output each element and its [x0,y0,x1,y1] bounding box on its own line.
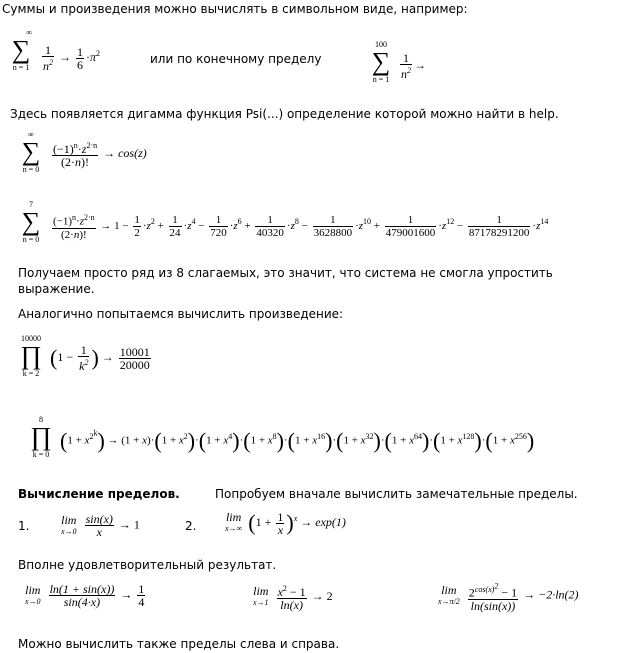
cos-series: $\frac{(-1)^n\cdot z^{2\cdot n}}{(2\cdot n)!}$ → cos(z) [53,141,147,169]
item-number-2: 2. [185,519,197,533]
sum-symbol: ∞ ∑ n = 1 [11,28,32,72]
product-symbol-1: 10000 ∏ k = 2 [20,334,42,378]
left-right-note: Можно вычислить также пределы слева и справа. [18,637,340,651]
intro-text: Суммы и произведения можно вычислять в символьном виде, например: [2,2,468,16]
finite-cos-series: $\frac{(-1)^n\cdot z^{2\cdot n}}{(2\cdot n)!}$ → 1 − $\frac{1}{2}$ $\cdot z^2$ + $\frac{1}{24}$ $\cdot z^4$ − $\frac{1}{720}$ $\cdot z^6$ + $\frac{1}{40320}$ $\cdot z^8$ − $\frac{1}{3628800}$ $\cdot z^{10}$ + $\frac{1}{479001600}$ $\cdot z^{12}$ − $\frac{1}{87178291200}$ $\cdot z^{14}$ [53,213,549,241]
item-number-1: 1. [18,519,30,533]
limit-ln-sin: lim x→0 $\frac{\ln(1 + \sin(x))}{\sin(4\cdot x)}$ → $\frac{1}{4}$ [25,582,145,609]
product-expression-1: (1 − $\frac{1}{k^2}$ ) → $\frac{10001}{20000}$ [50,343,150,373]
sum-symbol-7: 7 ∑ n = 0 [21,200,41,244]
satisfactory-text: Вполне удовлетворительный результат. [18,558,277,572]
series-note: Получаем просто ряд из 8 слагаемых, это значит, что система не смогла упростить выражение. [18,266,553,296]
product-expression-2: $(1 + x^{2^k}) \to (1 + x)\cdot(1 + x^2)\cdot(1 + x^4)\cdot(1 + x^8)\cdot(1 + x^{16})\cdot(1 + x^{32})\cdot(1 + x^{64})\cdot(1 + x^{128})\cdot(1 + x^{256})$ [60,428,535,453]
digamma-note: Здесь появляется дигамма функция Psi(...) определение которой можно найти в help. [10,107,559,121]
or-limit-text: или по конечному пределу [150,52,322,66]
product-symbol-2: 8 ∏ k = 0 [30,415,52,459]
sum-expression-2: $\frac{1}{n^2}$ → [401,51,426,81]
limits-heading: Вычисление пределов. [18,487,180,501]
sum-expression-1: $\frac{1}{n^2}$ → $\frac{1}{6}$ $\cdot\pi^2$ [43,43,101,73]
limit-x2-ln: lim x→1 $\frac{x^2 - 1}{\ln(x)}$ → 2 [253,584,333,612]
sum-symbol-100: 100 ∑ n = 1 [371,40,391,84]
limit-cos-ln: lim x→π/2 $\frac{2^{cos(x)^2} - 1}{\ln(\sin(x))}$ → −2·ln(2) [438,581,579,613]
product-intro: Аналогично попытаемся вычислить произведение: [18,307,344,321]
limit-exp: lim x→∞ (1 + $\frac{1}{x}$ )$^x$ → exp(1) [225,509,346,537]
sum-symbol-cos: ∞ ∑ n = 0 [21,130,41,174]
limit-sin: lim x→0 $\frac{\sin(x)}{x}$ → 1 [61,512,140,539]
limits-intro: Попробуем вначале вычислить замечательные пределы. [215,487,578,501]
